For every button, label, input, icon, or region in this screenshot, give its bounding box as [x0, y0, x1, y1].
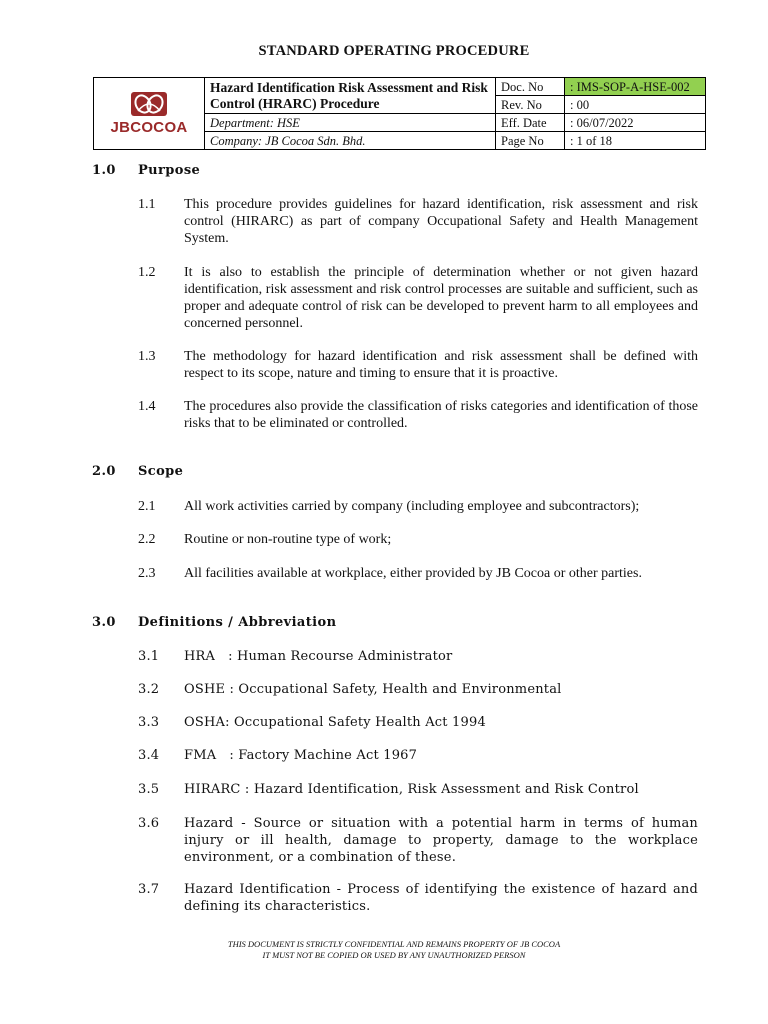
- eff-date-label: Eff. Date: [496, 114, 565, 132]
- item-text: OSHA: Occupational Safety Health Act 1994: [184, 715, 486, 730]
- item-text: Hazard Identification - Process of identifying the existence of hazard and defining its characteristics.: [184, 882, 698, 914]
- section-heading-scope: [92, 464, 183, 479]
- department-field: Department: HSE: [205, 114, 496, 132]
- section-title: Purpose: [138, 163, 201, 178]
- logo-cell: [94, 78, 205, 150]
- item-text: Hazard - Source or situation with a potential harm in terms of human injury or ill health, damage to property, damage to the workplace environment, or a combination of these.: [184, 816, 698, 865]
- item-text: HRA : Human Recourse Administrator: [184, 649, 453, 664]
- document-title: STANDARD OPERATING PROCEDURE: [258, 43, 530, 59]
- item-number: 1.3: [138, 349, 156, 364]
- item-text: All work activities carried by company (including employee and subcontractors);: [184, 499, 640, 514]
- list-item: [138, 348, 698, 382]
- item-text: Routine or non-routine type of work;: [184, 532, 392, 547]
- list-item: [138, 398, 698, 432]
- item-text: It is also to establish the principle of determination whether or not given hazard identification, risk assessment and risk control processes are suitable and sufficient, such as proper and adequate control of risk can be developed to prevent harm to all employees and concerned personnel.: [184, 265, 698, 331]
- eff-date-value: : 06/07/2022: [565, 114, 706, 132]
- list-item: [138, 565, 698, 582]
- company-logo: [110, 91, 187, 136]
- item-text: The methodology for hazard identification and risk assessment shall be defined with respect to its scope, nature and timing to ensure that it is proactive.: [184, 349, 698, 381]
- item-number: 3.5: [138, 782, 160, 797]
- cocoa-pod-icon: [130, 91, 168, 117]
- list-item: [138, 781, 698, 798]
- section-number: 1.0: [92, 163, 116, 178]
- confidentiality-footer: [0, 939, 768, 961]
- logo-text: JBCOCOA: [110, 119, 188, 136]
- list-item: [138, 881, 698, 915]
- item-number: 2.1: [138, 499, 156, 514]
- item-number: 1.1: [138, 197, 156, 212]
- item-number: 3.7: [138, 882, 160, 897]
- footer-line-2: IT MUST NOT BE COPIED OR USED BY ANY UNAUTHORIZED PERSON: [262, 950, 526, 960]
- doc-no-label: Doc. No: [496, 78, 565, 96]
- section-number: 2.0: [92, 464, 116, 479]
- item-number: 3.3: [138, 715, 160, 730]
- list-item: [138, 714, 698, 731]
- item-text: HIRARC : Hazard Identification, Risk Assessment and Risk Control: [184, 782, 639, 797]
- list-item: [138, 264, 698, 332]
- company-field: Company: JB Cocoa Sdn. Bhd.: [205, 132, 496, 150]
- list-item: [138, 498, 698, 515]
- list-item: [138, 681, 698, 698]
- section-heading-definitions: [92, 615, 336, 630]
- item-number: 3.1: [138, 649, 160, 664]
- footer-line-1: THIS DOCUMENT IS STRICTLY CONFIDENTIAL AND REMAINS PROPERTY OF JB COCOA: [227, 939, 561, 949]
- item-text: All facilities available at workplace, either provided by JB Cocoa or other parties.: [184, 566, 642, 581]
- document-header-table: [93, 77, 706, 150]
- section-title: Scope: [138, 464, 184, 479]
- item-number: 3.4: [138, 748, 160, 763]
- rev-no-label: Rev. No: [496, 96, 565, 114]
- section-heading-purpose: [92, 163, 200, 178]
- list-item: [138, 747, 698, 764]
- item-text: The procedures also provide the classification of risks categories and identification of those risks that to be eliminated or controlled.: [184, 399, 698, 431]
- item-text: FMA : Factory Machine Act 1967: [184, 748, 418, 763]
- rev-no-value: : 00: [565, 96, 706, 114]
- procedure-title: Hazard Identification Risk Assessment and Risk Control (HRARC) Procedure: [205, 78, 496, 114]
- doc-no-value: : IMS-SOP-A-HSE-002: [565, 78, 706, 96]
- page-no-value: : 1 of 18: [565, 132, 706, 150]
- item-number: 1.4: [138, 399, 156, 414]
- item-text: OSHE : Occupational Safety, Health and Environmental: [184, 682, 562, 697]
- page-no-label: Page No: [496, 132, 565, 150]
- list-item: [138, 648, 698, 665]
- section-title: Definitions / Abbreviation: [138, 615, 337, 630]
- item-number: 3.2: [138, 682, 160, 697]
- item-text: This procedure provides guidelines for hazard identification, risk assessment and risk control (HIRARC) as part of company Occupational Safety and Health Management System.: [184, 197, 698, 246]
- item-number: 3.6: [138, 816, 160, 831]
- item-number: 2.3: [138, 566, 156, 581]
- list-item: [138, 196, 698, 247]
- list-item: [138, 815, 698, 866]
- item-number: 1.2: [138, 265, 156, 280]
- list-item: [138, 531, 698, 548]
- section-number: 3.0: [92, 615, 116, 630]
- item-number: 2.2: [138, 532, 156, 547]
